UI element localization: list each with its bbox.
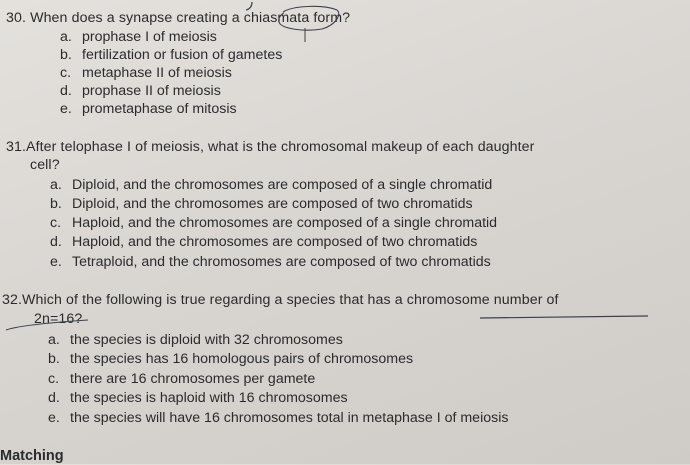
question-32-option-e[interactable] <box>48 410 508 427</box>
option-letter: c. <box>60 65 72 81</box>
option-letter: b. <box>50 196 62 212</box>
option-text: the species is haploid with 16 chromosomes <box>70 390 348 406</box>
question-30-option-a[interactable] <box>60 29 217 46</box>
option-letter: a. <box>50 177 62 193</box>
question-30-circled-word: chiasmata <box>243 10 310 26</box>
question-30-number: 30. <box>6 10 27 26</box>
question-30-stem <box>6 10 350 27</box>
option-letter: b. <box>60 47 72 63</box>
option-letter: d. <box>60 83 72 99</box>
question-31-option-a[interactable] <box>50 177 492 194</box>
question-32-option-a[interactable] <box>48 332 343 349</box>
question-31-option-c[interactable] <box>50 215 497 232</box>
option-letter: e. <box>48 410 60 426</box>
question-32-stem <box>2 292 559 309</box>
option-text: there are 16 chromosomes per gamete <box>70 371 316 387</box>
option-text: the species has 16 homologous pairs of chromosomes <box>70 351 414 367</box>
question-30-option-c[interactable] <box>60 65 232 82</box>
question-31-option-d[interactable] <box>50 234 477 251</box>
underline-chromosome-number <box>480 316 648 318</box>
question-32-number: 32. <box>2 292 23 308</box>
question-31-number: 31. <box>6 139 27 155</box>
question-30-option-d[interactable] <box>60 83 221 100</box>
option-text: prometaphase of mitosis <box>82 101 237 117</box>
option-text: prophase II of meiosis <box>82 83 221 99</box>
question-30-option-b[interactable] <box>60 47 282 64</box>
option-letter: a. <box>48 332 60 348</box>
option-text: Diploid, and the chromosomes are composed of two chromatids <box>72 196 473 212</box>
option-text: fertilization or fusion of gametes <box>82 47 283 63</box>
section-heading-matching: Matching <box>0 448 64 464</box>
option-letter: a. <box>60 29 72 45</box>
question-32-stem-line2: 2n=16? <box>34 311 83 327</box>
option-letter: c. <box>50 215 62 231</box>
question-32-text-line1: Which of the following is true regarding a species that has a chromosome number of <box>22 292 559 308</box>
option-letter: c. <box>48 371 60 387</box>
question-32-option-c[interactable] <box>48 371 315 388</box>
option-text: the species will have 16 chromosomes total in metaphase I of meiosis <box>70 410 509 426</box>
question-31-option-b[interactable] <box>50 196 473 213</box>
option-letter: e. <box>50 254 62 270</box>
option-letter: d. <box>50 234 62 250</box>
option-text: Haploid, and the chromosomes are composed of two chromatids <box>72 234 478 250</box>
option-text: Diploid, and the chromosomes are composed of a single chromatid <box>72 177 493 193</box>
question-31-stem <box>6 139 535 156</box>
option-text: Tetraploid, and the chromosomes are composed of two chromatids <box>72 254 491 270</box>
option-text: metaphase II of meiosis <box>82 65 232 81</box>
option-text: prophase I of meiosis <box>82 29 217 45</box>
question-30-text-part1: When does a synapse creating a <box>30 10 244 26</box>
pen-tick-mark <box>246 2 252 10</box>
option-letter: b. <box>48 351 60 367</box>
question-31-text-line1: After telophase I of meiosis, what is the chromosomal makeup of each daughter <box>26 139 535 155</box>
question-30-text-part3: form? <box>309 10 351 26</box>
option-text: Haploid, and the chromosomes are composed of a single chromatid <box>72 215 498 231</box>
question-31-stem-line2: cell? <box>30 157 60 173</box>
option-letter: e. <box>60 101 72 117</box>
question-31-option-e[interactable] <box>50 254 491 271</box>
option-letter: d. <box>48 390 60 406</box>
question-32-option-b[interactable] <box>48 351 413 368</box>
option-text: the species is diploid with 32 chromosomes <box>70 332 343 348</box>
question-30-option-e[interactable] <box>60 101 237 118</box>
question-32-option-d[interactable] <box>48 390 348 407</box>
